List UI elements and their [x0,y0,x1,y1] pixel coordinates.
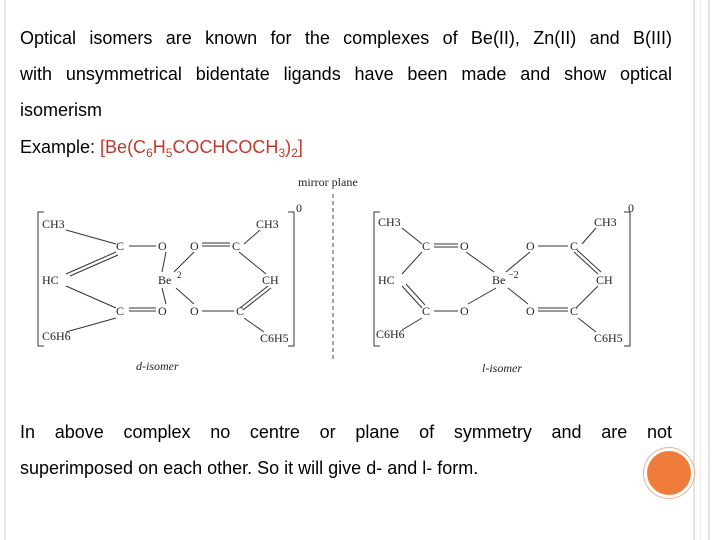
carbon-atom: C [422,304,431,318]
beryllium-atom: Be [492,273,506,287]
beryllium-atom: Be [158,273,172,287]
phenyl-group: C6H5 [260,331,289,345]
ch-group: CH [596,273,613,287]
slide-border-right-outer [708,0,710,540]
optical-isomers-figure [30,170,650,380]
formula-sub: 5 [165,146,173,160]
formula-sub: 3 [278,146,286,160]
formula-sub: 6 [146,146,153,160]
intro-line-2: with unsymmetrical bidentate ligands have been made and show optical [20,64,672,84]
intro-line-1: Optical isomers are known for the complexes of Be(II), Zn(II) and B(III) [20,28,672,48]
formula-part: H [152,137,166,157]
methyl-group: CH3 [378,215,401,229]
oxygen-atom: O [158,239,167,253]
methyl-group: CH3 [594,215,617,229]
formula-part: ] [297,137,303,157]
carbon-atom: C [570,304,579,318]
carbon-atom: C [236,304,245,318]
phenyl-group: C6H6 [42,329,71,343]
formula-part: [Be(C [100,137,147,157]
d-isomer-structure [38,201,302,373]
carbon-atom: C [570,239,579,253]
formula-part: ) [285,137,292,157]
intro-paragraph [20,20,672,128]
intro-line-3: isomerism [20,100,103,120]
example-line [20,133,303,167]
l-isomer-caption: l-isomer [482,361,522,375]
oxygen-atom: O [460,304,469,318]
oxygen-atom: O [526,239,535,253]
oxygen-atom: O [190,304,199,318]
conclusion-paragraph [20,414,672,486]
methyl-group: CH3 [256,217,279,231]
complex-charge: 0 [296,201,302,215]
slide-border-left [4,0,6,540]
oxygen-atom: O [526,304,535,318]
methyl-group: CH3 [42,217,65,231]
right-bracket [288,212,294,346]
carbon-atom: C [232,239,241,253]
metal-charge: 2 [177,270,182,280]
ch-group: HC [42,273,59,287]
right-bracket [624,212,630,346]
ch-group: HC [378,273,395,287]
d-isomer-caption: d-isomer [136,359,179,373]
carbon-atom: C [116,304,125,318]
oxygen-atom: O [158,304,167,318]
carbon-atom: C [116,239,125,253]
slide-border-right [693,0,695,540]
slide-border-right-inner [700,0,701,540]
example-label: Example: [20,137,101,157]
example-formula [100,137,303,160]
phenyl-group: C6H6 [376,327,405,341]
conclusion-line-1: In above complex no centre or plane of symmetry and are not [20,422,672,442]
conclusion-line-2: superimposed on each other. So it will give d- and l- form. [20,458,479,478]
l-isomer-structure [374,201,634,375]
ch-group: CH [262,273,279,287]
oxygen-atom: O [190,239,199,253]
mirror-plane-label: mirror plane [298,175,358,189]
oxygen-atom: O [460,239,469,253]
formula-part: COCHCOCH [172,137,279,157]
carbon-atom: C [422,239,431,253]
complex-charge: 0 [628,201,634,215]
metal-charge: −2 [508,270,519,281]
formula-sub: 2 [291,146,298,160]
phenyl-group: C6H5 [594,331,623,345]
